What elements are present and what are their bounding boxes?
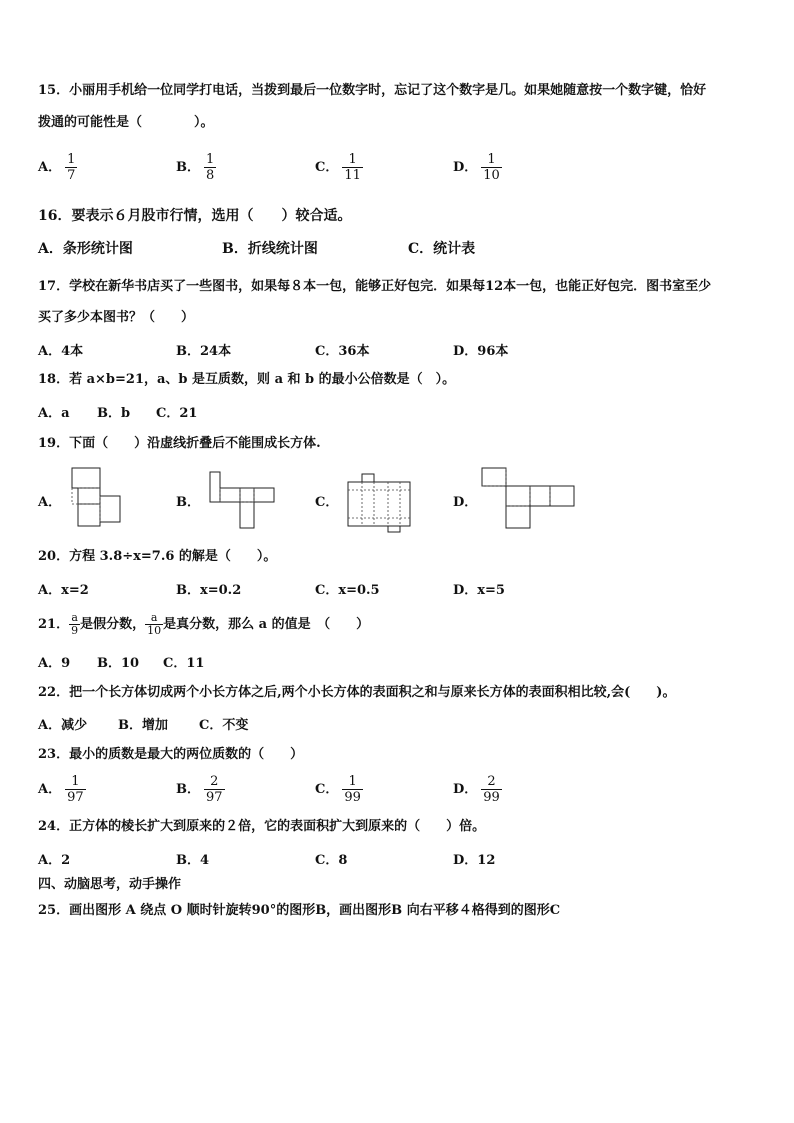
q21-fraction-a-over-10: $\frac{a}{10}$ bbox=[147, 611, 162, 637]
q22-stem: 22．把一个长方体切成两个小长方体之后,两个小长方体的表面积之和与原来长方体的表面积相比较,会( )。 bbox=[38, 685, 676, 700]
q21-option-c[interactable]: C．11 bbox=[163, 656, 205, 671]
q20-option-b[interactable]: B．x=0.2 bbox=[176, 583, 242, 598]
q15-option-b[interactable]: B． $\frac{1}{8}$ bbox=[176, 152, 215, 183]
q17-option-c[interactable]: C．36本 bbox=[315, 344, 370, 359]
q21-fraction-a-over-9: $\frac{a}{9}$ bbox=[71, 611, 79, 637]
q20-option-d[interactable]: D．x=5 bbox=[453, 583, 505, 598]
q20-stem: 20．方程 3.8÷x=7.6 的解是（ ）。 bbox=[38, 549, 277, 564]
q17-option-d[interactable]: D．96本 bbox=[453, 344, 509, 359]
q19-option-a[interactable]: A． bbox=[38, 495, 62, 510]
q24-option-b[interactable]: B．4 bbox=[176, 853, 210, 868]
q24-option-a[interactable]: A．2 bbox=[38, 853, 71, 868]
q15-stem-line2: 拨通的可能性是（ ）。 bbox=[38, 115, 214, 130]
q19-stem: 19．下面（ ）沿虚线折叠后不能围成长方体. bbox=[38, 436, 321, 451]
q16-option-a[interactable]: A．条形统计图 bbox=[38, 241, 133, 257]
q23-option-d[interactable]: D． $\frac{2}{99}$ bbox=[453, 774, 500, 805]
q23-stem: 23．最小的质数是最大的两位质数的（ ） bbox=[38, 747, 304, 762]
q15-option-a[interactable]: A． $\frac{1}{7}$ bbox=[38, 152, 76, 183]
q25-stem: 25．画出图形 A 绕点 O 顺时针旋转90°的图形B，画出图形B 向右平移４格得到的图形C bbox=[38, 903, 561, 918]
q15-option-d[interactable]: D． $\frac{1}{10}$ bbox=[453, 152, 500, 183]
q24-option-d[interactable]: D．12 bbox=[453, 853, 496, 868]
q23-option-a[interactable]: A． $\frac{1}{97}$ bbox=[38, 774, 84, 805]
q17-stem-line2: 买了多少本图书？（ ） bbox=[38, 310, 195, 325]
q16-stem: 16．要表示６月股市行情，选用（ ）较合适。 bbox=[38, 208, 352, 224]
q16-option-c[interactable]: C．统计表 bbox=[408, 241, 476, 257]
q19-net-b bbox=[206, 470, 278, 532]
q18-stem: 18．若 a×b=21，a、b 是互质数，则 a 和 b 的最小公倍数是（ ）。 bbox=[38, 372, 456, 387]
q23-option-b[interactable]: B． $\frac{2}{97}$ bbox=[176, 774, 223, 805]
q18-option-a[interactable]: A．a bbox=[38, 406, 70, 421]
q17-option-a[interactable]: A．4本 bbox=[38, 344, 84, 359]
q17-option-b[interactable]: B．24本 bbox=[176, 344, 232, 359]
q17-stem-line1: 17．学校在新华书店买了一些图书，如果每８本一包，能够正好包完．如果每12本一包，也能正好包完．图书室至少 bbox=[38, 279, 712, 294]
q19-net-c bbox=[344, 472, 414, 534]
q19-option-c[interactable]: C． bbox=[315, 495, 339, 510]
q22-option-b[interactable]: B．增加 bbox=[118, 718, 168, 733]
q19-option-b[interactable]: B． bbox=[176, 495, 200, 510]
q22-option-c[interactable]: C．不变 bbox=[199, 718, 249, 733]
q15-stem-line1: 15．小丽用手机给一位同学打电话，当拨到最后一位数字时，忘记了这个数字是几。如果她随意按一个数字键，恰好 bbox=[38, 83, 707, 98]
q18-option-c[interactable]: C．21 bbox=[156, 406, 198, 421]
section-4-title: 四、动脑思考，动手操作 bbox=[38, 877, 182, 892]
q21-option-b[interactable]: B．10 bbox=[97, 656, 140, 671]
q19-net-a bbox=[68, 466, 128, 530]
q23-option-c[interactable]: C． $\frac{1}{99}$ bbox=[315, 774, 361, 805]
q15-option-c[interactable]: C． $\frac{1}{11}$ bbox=[315, 152, 361, 183]
q20-option-c[interactable]: C．x=0.5 bbox=[315, 583, 380, 598]
q24-stem: 24．正方体的棱长扩大到原来的２倍，它的表面积扩大到原来的（ ）倍。 bbox=[38, 819, 486, 834]
q24-option-c[interactable]: C．8 bbox=[315, 853, 348, 868]
q21-option-a[interactable]: A．9 bbox=[38, 656, 71, 671]
q16-option-b[interactable]: B．折线统计图 bbox=[222, 241, 318, 257]
q18-option-b[interactable]: B．b bbox=[97, 406, 131, 421]
q19-option-d[interactable]: D． bbox=[453, 495, 478, 510]
q19-net-d bbox=[478, 466, 582, 532]
q20-option-a[interactable]: A．x=2 bbox=[38, 583, 89, 598]
q22-option-a[interactable]: A．减少 bbox=[38, 718, 88, 733]
q21-stem: 21． $\frac{a}{9}$ 是假分数， $\frac{a}{10}$ 是真分数，那么 a 的值是 （ ） bbox=[38, 611, 370, 637]
